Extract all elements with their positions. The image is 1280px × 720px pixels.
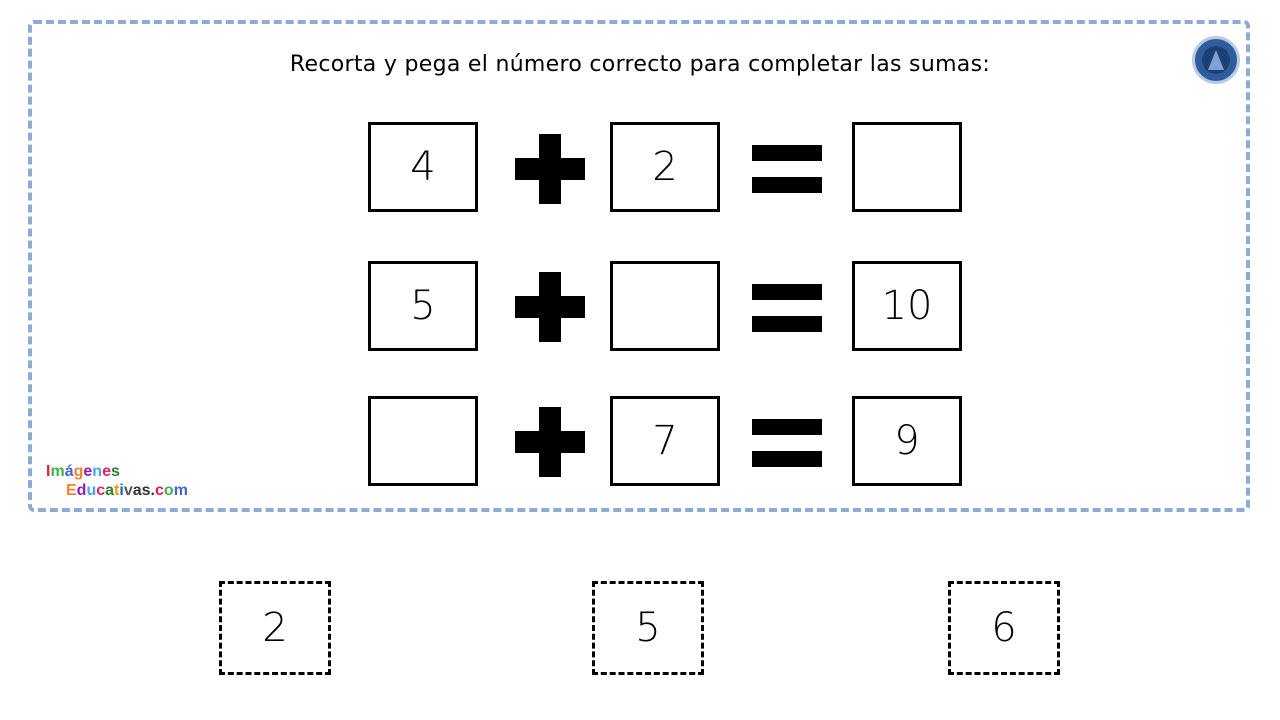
brand-letter: u [86,482,97,499]
brand-letter: i [119,482,124,499]
brand-letter: v [123,482,133,499]
brand-letter: g [73,463,84,480]
cutout-piece[interactable]: 6 [948,581,1060,675]
cutout-piece[interactable]: 5 [592,581,704,675]
equals-icon [752,419,822,469]
brand-logo [46,462,188,500]
brand-letter: E [66,482,77,499]
equation-2-addend-a: 5 [368,261,478,351]
brand-letter: o [163,482,174,499]
equals-icon [752,284,822,334]
brand-letter: e [102,463,111,480]
brand-letter: c [155,482,164,499]
cutout-piece[interactable]: 2 [219,581,331,675]
equation-1-addend-a: 4 [368,122,478,212]
equation-3-result: 9 [852,396,962,486]
brand-letter: d [76,482,87,499]
brand-letter: m [173,482,188,499]
brand-line-1 [46,462,188,481]
brand-letter: m [50,463,65,480]
brand-letter: c [96,482,106,499]
brand-letter: a [105,482,115,499]
instructions-title: Recorta y pega el número correcto para completar las sumas: [289,52,991,77]
brand-letter: . [150,482,155,499]
plus-icon [515,134,585,204]
brand-letter: á [64,463,74,480]
brand-letter: a [132,482,142,499]
plus-icon [515,272,585,342]
plus-icon [515,407,585,477]
brand-letter: s [141,482,151,499]
brand-letter: n [92,463,103,480]
equation-2-result: 10 [852,261,962,351]
equation-3-addend-a-dropzone[interactable] [368,396,478,486]
brand-letter: I [46,463,51,480]
equation-1-result-dropzone[interactable] [852,122,962,212]
brand-letter: s [110,463,120,480]
brand-letter: e [83,463,93,480]
equation-2-addend-b-dropzone[interactable] [610,261,720,351]
equation-3-addend-b: 7 [610,396,720,486]
brand-letter: t [114,482,120,499]
equals-icon [752,145,822,195]
brand-line-2 [46,481,188,500]
pencil-badge-icon [1192,36,1240,84]
equation-1-addend-b: 2 [610,122,720,212]
